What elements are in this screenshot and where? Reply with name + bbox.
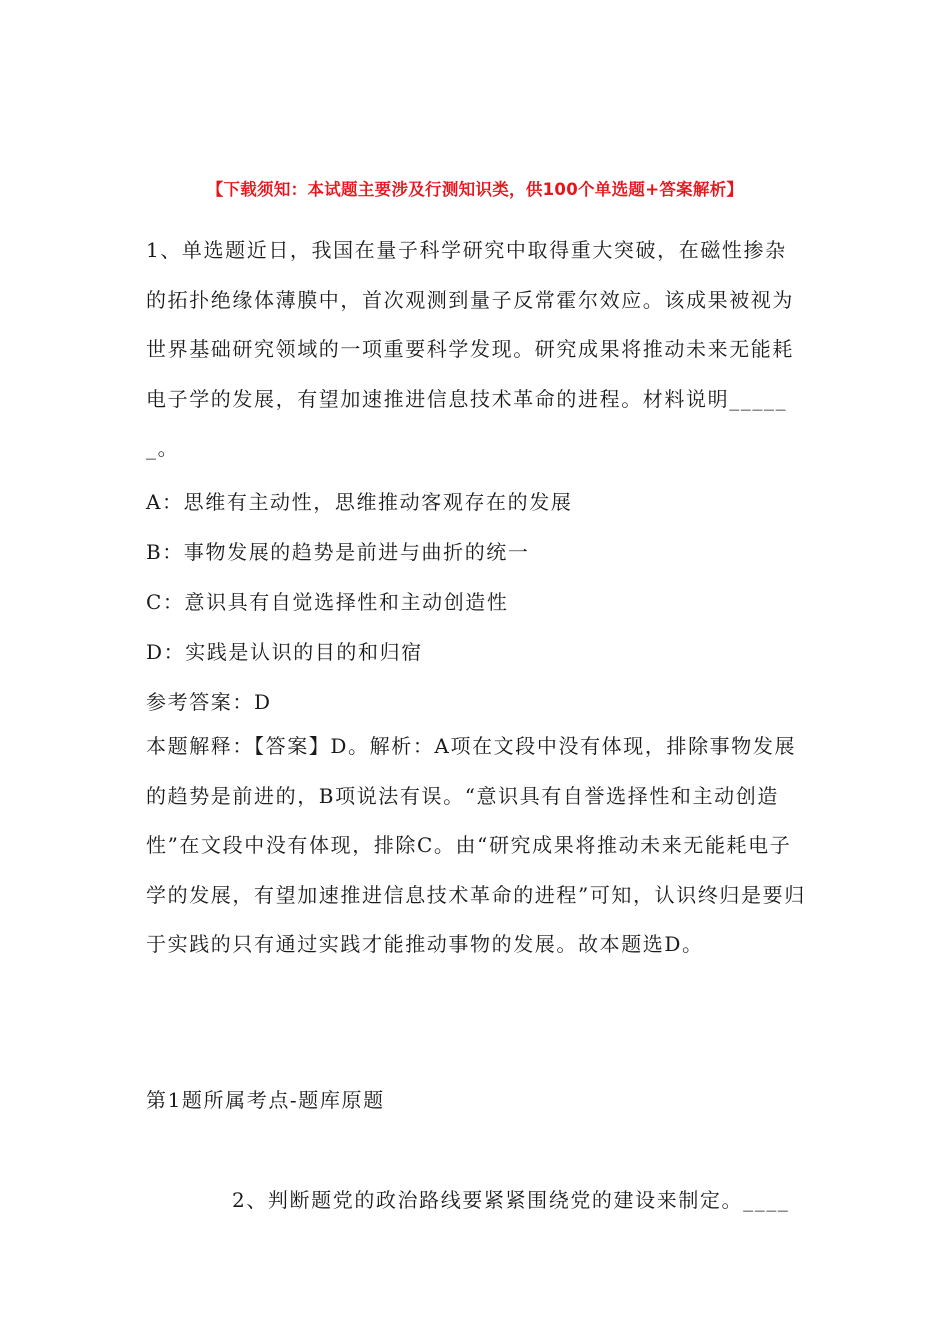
download-notice: 【下载须知：本试题主要涉及行测知识类，供100个单选题+答案解析】 [206, 180, 744, 199]
question-2-stem: 2、判断题党的政治路线要紧紧围绕党的建设来制定。____ [232, 1188, 790, 1212]
option-b: B：事物发展的趋势是前进与曲折的统一 [146, 540, 530, 564]
option-a: A：思维有主动性，思维推动客观存在的发展 [146, 490, 573, 514]
reference-answer: 参考答案：D [146, 690, 272, 714]
question-1-stem: 1、单选题近日，我国在量子科学研究中取得重大突破，在磁性掺杂的拓扑绝缘体薄膜中，首次观测到量子反常霍尔效应。该成果被视为世界基础研究领域的一项重要科学发现。研究成果将推动未来无能耗电子学的发展，有望加速推进信息技术革命的进程。材料说明______。 [146, 238, 794, 461]
test-point: 第1题所属考点-题库原题 [146, 1088, 385, 1112]
option-d: D：实践是认识的目的和归宿 [146, 640, 423, 664]
answer-explanation: 本题解释：【答案】D。解析：A项在文段中没有体现，排除事物发展的趋势是前进的，B项说法有误。“意识具有自誉选择性和主动创造性”在文段中没有体现，排除C。由“研究成果将推动未来无能耗电子学的发展，有望加速推进信息技术革命的进程”可知，认识终归是要归于实践的只有通过实践才能推动事物的发展。故本题选D。 [146, 734, 806, 957]
option-c: C：意识具有自觉选择性和主动创造性 [146, 590, 509, 614]
